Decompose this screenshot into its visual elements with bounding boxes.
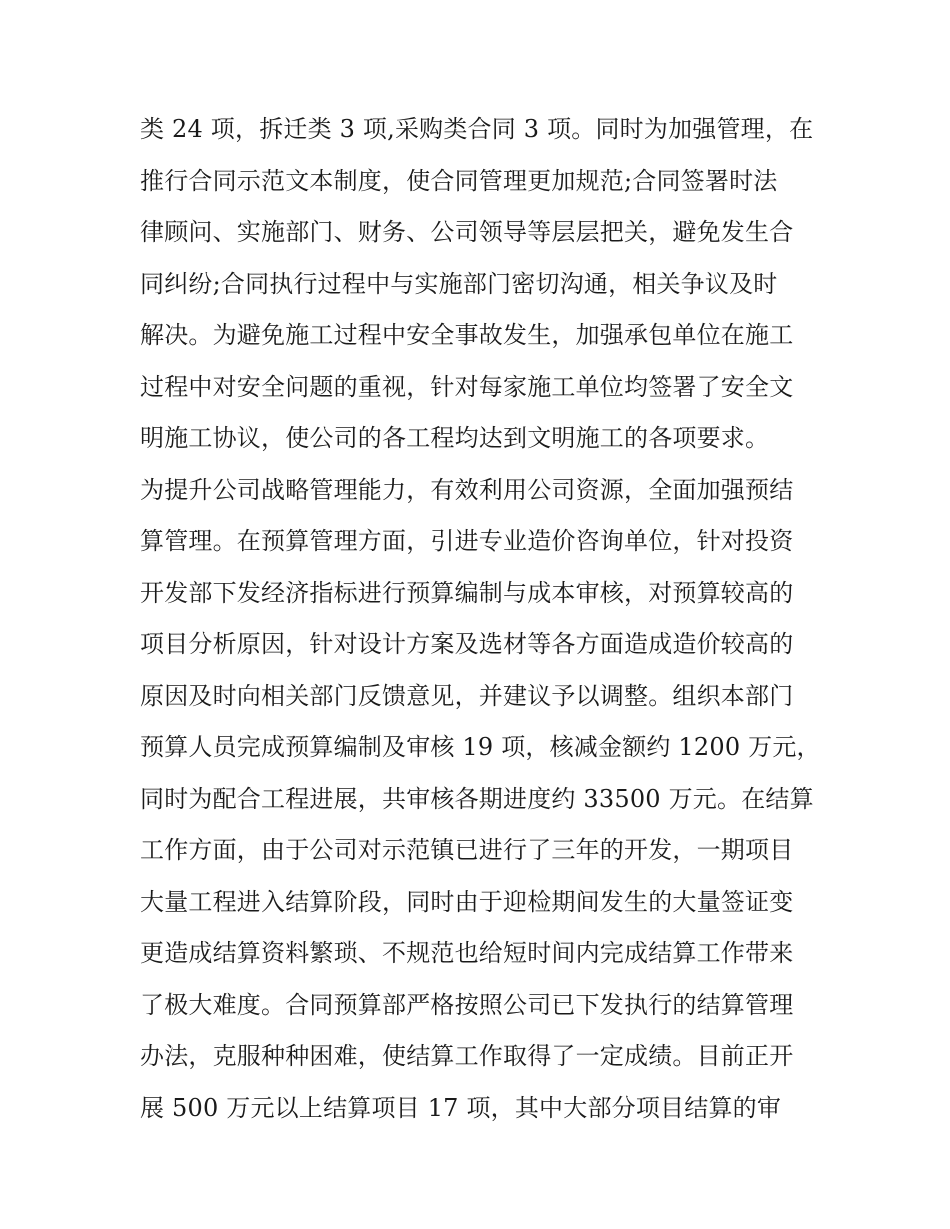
text-line: 更造成结算资料繁琐、不规范也给短时间内完成结算工作带来 bbox=[140, 939, 794, 967]
text-line: 明施工协议，使公司的各工程均达到文明施工的各项要求。 bbox=[140, 424, 770, 452]
text-line: 大量工程进入结算阶段，同时由于迎检期间发生的大量签证变 bbox=[140, 887, 794, 916]
text-line: 推行合同示范文本制度，使合同管理更加规范;合同签署时法 bbox=[140, 166, 778, 195]
text-line: 同纠纷;合同执行过程中与实施部门密切沟通，相关争议及时 bbox=[140, 269, 778, 298]
text-line: 为提升公司战略管理能力，有效利用公司资源，全面加强预结 bbox=[140, 475, 794, 504]
text-line: 过程中对安全问题的重视，针对每家施工单位均签署了安全文 bbox=[140, 372, 794, 401]
text-line: 开发部下发经济指标进行预算编制与成本审核，对预算较高的 bbox=[140, 578, 794, 607]
text-line: 类 24 项，拆迁类 3 项,采购类合同 3 项。同时为加强管理，在 bbox=[140, 115, 814, 143]
text-line: 了极大难度。合同预算部严格按照公司已下发执行的结算管理 bbox=[140, 990, 794, 1019]
body-text bbox=[140, 104, 830, 1134]
text-line: 项目分析原因，针对设计方案及选材等各方面造成造价较高的 bbox=[140, 630, 794, 658]
text-line: 解决。为避免施工过程中安全事故发生，加强承包单位在施工 bbox=[140, 321, 794, 349]
text-line: 预算人员完成预算编制及审核 19 项，核减金额约 1200 万元， bbox=[140, 733, 821, 761]
text-line: 算管理。在预算管理方面，引进专业造价咨询单位，针对投资 bbox=[140, 527, 794, 555]
text-line: 展 500 万元以上结算项目 17 项，其中大部分项目结算的审 bbox=[140, 1093, 782, 1122]
text-line: 同时为配合工程进展，共审核各期进度约 33500 万元。在结算 bbox=[140, 784, 814, 813]
text-line: 律顾问、实施部门、财务、公司领导等层层把关，避免发生合 bbox=[140, 218, 794, 246]
text-line: 工作方面，由于公司对示范镇已进行了三年的开发，一期项目 bbox=[140, 836, 794, 864]
text-line: 原因及时向相关部门反馈意见，并建议予以调整。组织本部门 bbox=[140, 681, 794, 710]
text-line: 办法，克服种种困难，使结算工作取得了一定成绩。目前正开 bbox=[140, 1042, 794, 1070]
